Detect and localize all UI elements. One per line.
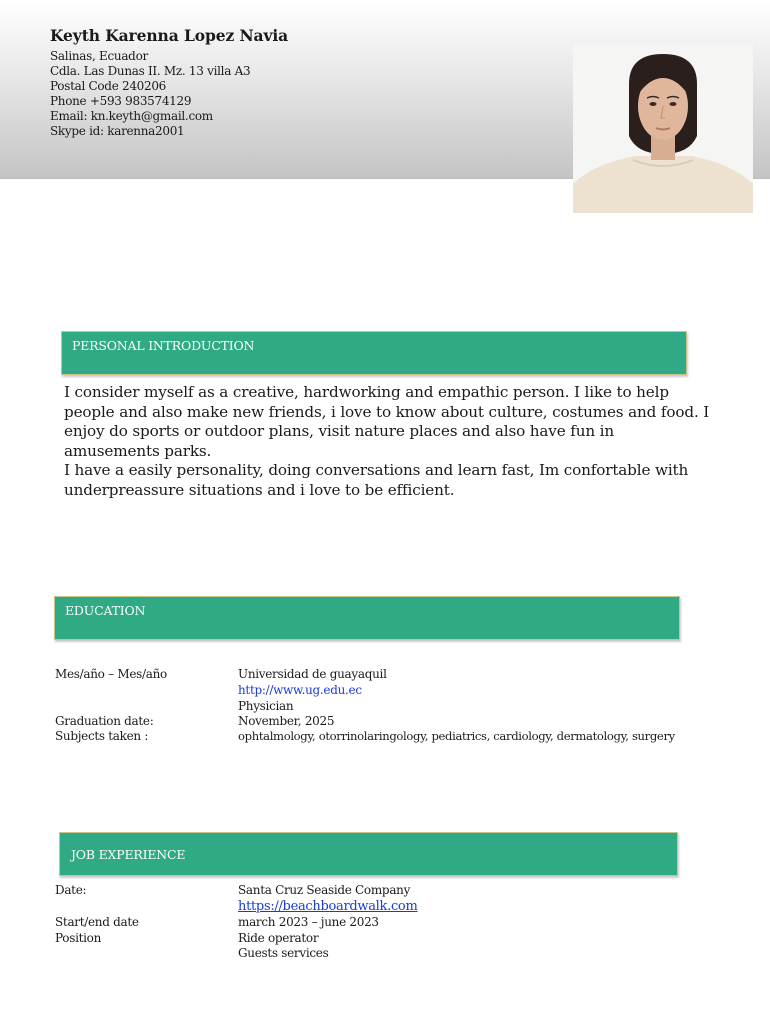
graduation-date-label: Graduation date: xyxy=(55,714,154,728)
subjects-value: ophtalmology, otorrinolaringology, pediatrics, cardiology, dermatology, surgery xyxy=(238,729,675,743)
start-end-label: Start/end date xyxy=(55,915,139,929)
contact-address: Cdla. Las Dunas II. Mz. 13 villa A3 xyxy=(50,64,251,78)
contact-phone: Phone +593 983574129 xyxy=(50,94,192,108)
candidate-name: Keyth Karenna Lopez Navia xyxy=(50,26,289,45)
position-extra: Guests services xyxy=(238,946,329,960)
section-education xyxy=(54,596,680,640)
section-title: JOB EXPERIENCE xyxy=(71,847,186,862)
portrait-illustration xyxy=(573,44,753,213)
contact-email: Email: kn.keyth@gmail.com xyxy=(50,109,213,123)
personal-introduction-text xyxy=(64,383,712,501)
start-end-value: march 2023 – june 2023 xyxy=(238,915,379,929)
section-title: PERSONAL INTRODUCTION xyxy=(72,338,255,353)
job-company: Santa Cruz Seaside Company xyxy=(238,883,411,897)
job-date-label: Date: xyxy=(55,883,87,897)
position-value: Ride operator xyxy=(238,931,319,945)
education-degree: Physician xyxy=(238,699,294,713)
job-url-link[interactable]: https://beachboardwalk.com xyxy=(238,899,418,914)
section-title: EDUCATION xyxy=(65,603,146,618)
subjects-label: Subjects taken : xyxy=(55,729,149,743)
position-label: Position xyxy=(55,931,102,945)
intro-paragraph: I consider myself as a creative, hardworking and empathic person. I like to help people and also make new friends, i love to know about culture, costumes and food. I enjoy do sports or outdoor plans, visit nature places and also have fun in amusements parks. xyxy=(64,383,710,460)
contact-location: Salinas, Ecuador xyxy=(50,49,148,63)
intro-paragraph: I have a easily personality, doing conversations and learn fast, Im confortable with underpreassure situations and i love to be efficient. xyxy=(64,461,689,499)
contact-skype: Skype id: karenna2001 xyxy=(50,124,185,138)
education-dates-label: Mes/año – Mes/año xyxy=(55,667,167,681)
section-job-experience xyxy=(59,832,678,876)
contact-postal-code: Postal Code 240206 xyxy=(50,79,167,93)
contact-block xyxy=(50,26,288,139)
education-institution: Universidad de guayaquil xyxy=(238,667,387,681)
section-personal-introduction xyxy=(61,331,687,375)
education-url-link[interactable]: http://www.ug.edu.ec xyxy=(238,683,362,697)
profile-photo xyxy=(573,44,753,213)
graduation-date-value: November, 2025 xyxy=(238,714,335,728)
